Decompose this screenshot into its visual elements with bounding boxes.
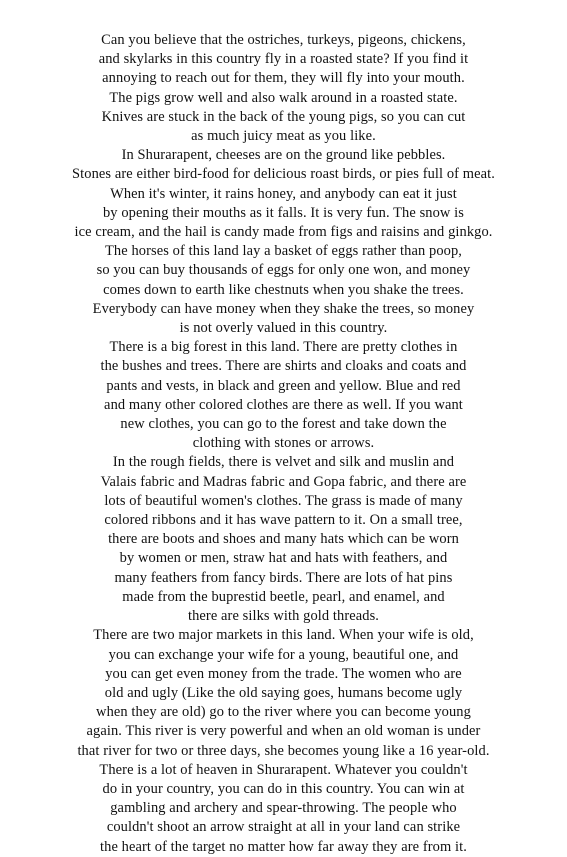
text-line: ice cream, and the hail is candy made from figs and raisins and ginkgo. <box>74 224 493 241</box>
text-line: Valais fabric and Madras fabric and Gopa fabric, and there are <box>100 473 467 490</box>
text-line: the bushes and trees. There are shirts and cloaks and coats and <box>100 358 467 375</box>
text-line: by women or men, straw hat and hats with feathers, and <box>119 550 448 567</box>
text-line: colored ribbons and it has wave pattern to it. On a small tree, <box>104 512 463 529</box>
text-line: annoying to reach out for them, they will fly into your mouth. <box>102 70 465 87</box>
text-line: gambling and archery and spear-throwing. The people who <box>110 800 457 817</box>
text-line: there are boots and shoes and many hats which can be worn <box>108 531 459 548</box>
text-line: Stones are either bird-food for delicious roast birds, or pies full of meat. <box>72 166 495 183</box>
text-line: there are silks with gold threads. <box>187 608 380 625</box>
text-line: many feathers from fancy birds. There are lots of hat pins <box>114 569 453 586</box>
text-line: made from the buprestid beetle, pearl, and enamel, and <box>122 588 445 605</box>
text-line: lots of beautiful women's clothes. The grass is made of many <box>104 492 463 509</box>
text-line: and skylarks in this country fly in a roasted state? If you find it <box>98 51 469 68</box>
text-line: comes down to earth like chestnuts when you shake the trees. <box>103 281 464 298</box>
text-line: the heart of the target no matter how far away they are from it. <box>100 838 467 855</box>
text-line: Can you believe that the ostriches, turkeys, pigeons, chickens, <box>101 32 466 48</box>
text-line: There is a big forest in this land. There are pretty clothes in <box>109 339 458 356</box>
text-line: The pigs grow well and also walk around in a roasted state. <box>109 89 458 106</box>
text-line: There is a lot of heaven in Shurarapent. Whatever you couldn't <box>99 761 468 778</box>
text-line: so you can buy thousands of eggs for only one won, and money <box>96 262 471 279</box>
text-line: In Shurarapent, cheeses are on the ground like pebbles. <box>121 147 446 164</box>
text-line: There are two major markets in this land. When your wife is old, <box>93 627 474 644</box>
text-line: old and ugly (Like the old saying goes, humans become ugly <box>104 684 463 701</box>
text-line: Knives are stuck in the back of the young pigs, so you can cut <box>101 108 466 125</box>
text-line: by opening their mouths as it falls. It is very fun. The snow is <box>102 204 464 221</box>
text-line: couldn't shoot an arrow straight at all in your land can strike <box>106 819 461 836</box>
text-line: is not overly valued in this country. <box>179 320 388 337</box>
text-line: you can get even money from the trade. The women who are <box>105 665 462 682</box>
text-line: The horses of this land lay a basket of eggs rather than poop, <box>105 243 462 260</box>
text-line: new clothes, you can go to the forest and take down the <box>120 416 447 433</box>
text-line: you can exchange your wife for a young, beautiful one, and <box>108 646 459 663</box>
text-line: Everybody can have money when they shake the trees, so money <box>92 300 475 317</box>
document-page <box>0 31 567 857</box>
text-line: as much juicy meat as you like. <box>191 128 376 145</box>
text-line: that river for two or three days, she becomes young like a 16 year-old. <box>77 742 490 759</box>
text-line: When it's winter, it rains honey, and anybody can eat it just <box>110 185 457 202</box>
text-line: again. This river is very powerful and when an old woman is under <box>86 723 481 740</box>
text-line: In the rough fields, there is velvet and silk and muslin and <box>112 454 455 471</box>
text-line: pants and vests, in black and green and yellow. Blue and red <box>106 377 461 394</box>
text-line: and many other colored clothes are there as well. If you want <box>104 396 463 413</box>
text-line: clothing with stones or arrows. <box>192 435 375 452</box>
text-line: when they are old) go to the river where you can become young <box>96 704 471 721</box>
text-line: do in your country, you can do in this country. You can win at <box>102 780 465 797</box>
